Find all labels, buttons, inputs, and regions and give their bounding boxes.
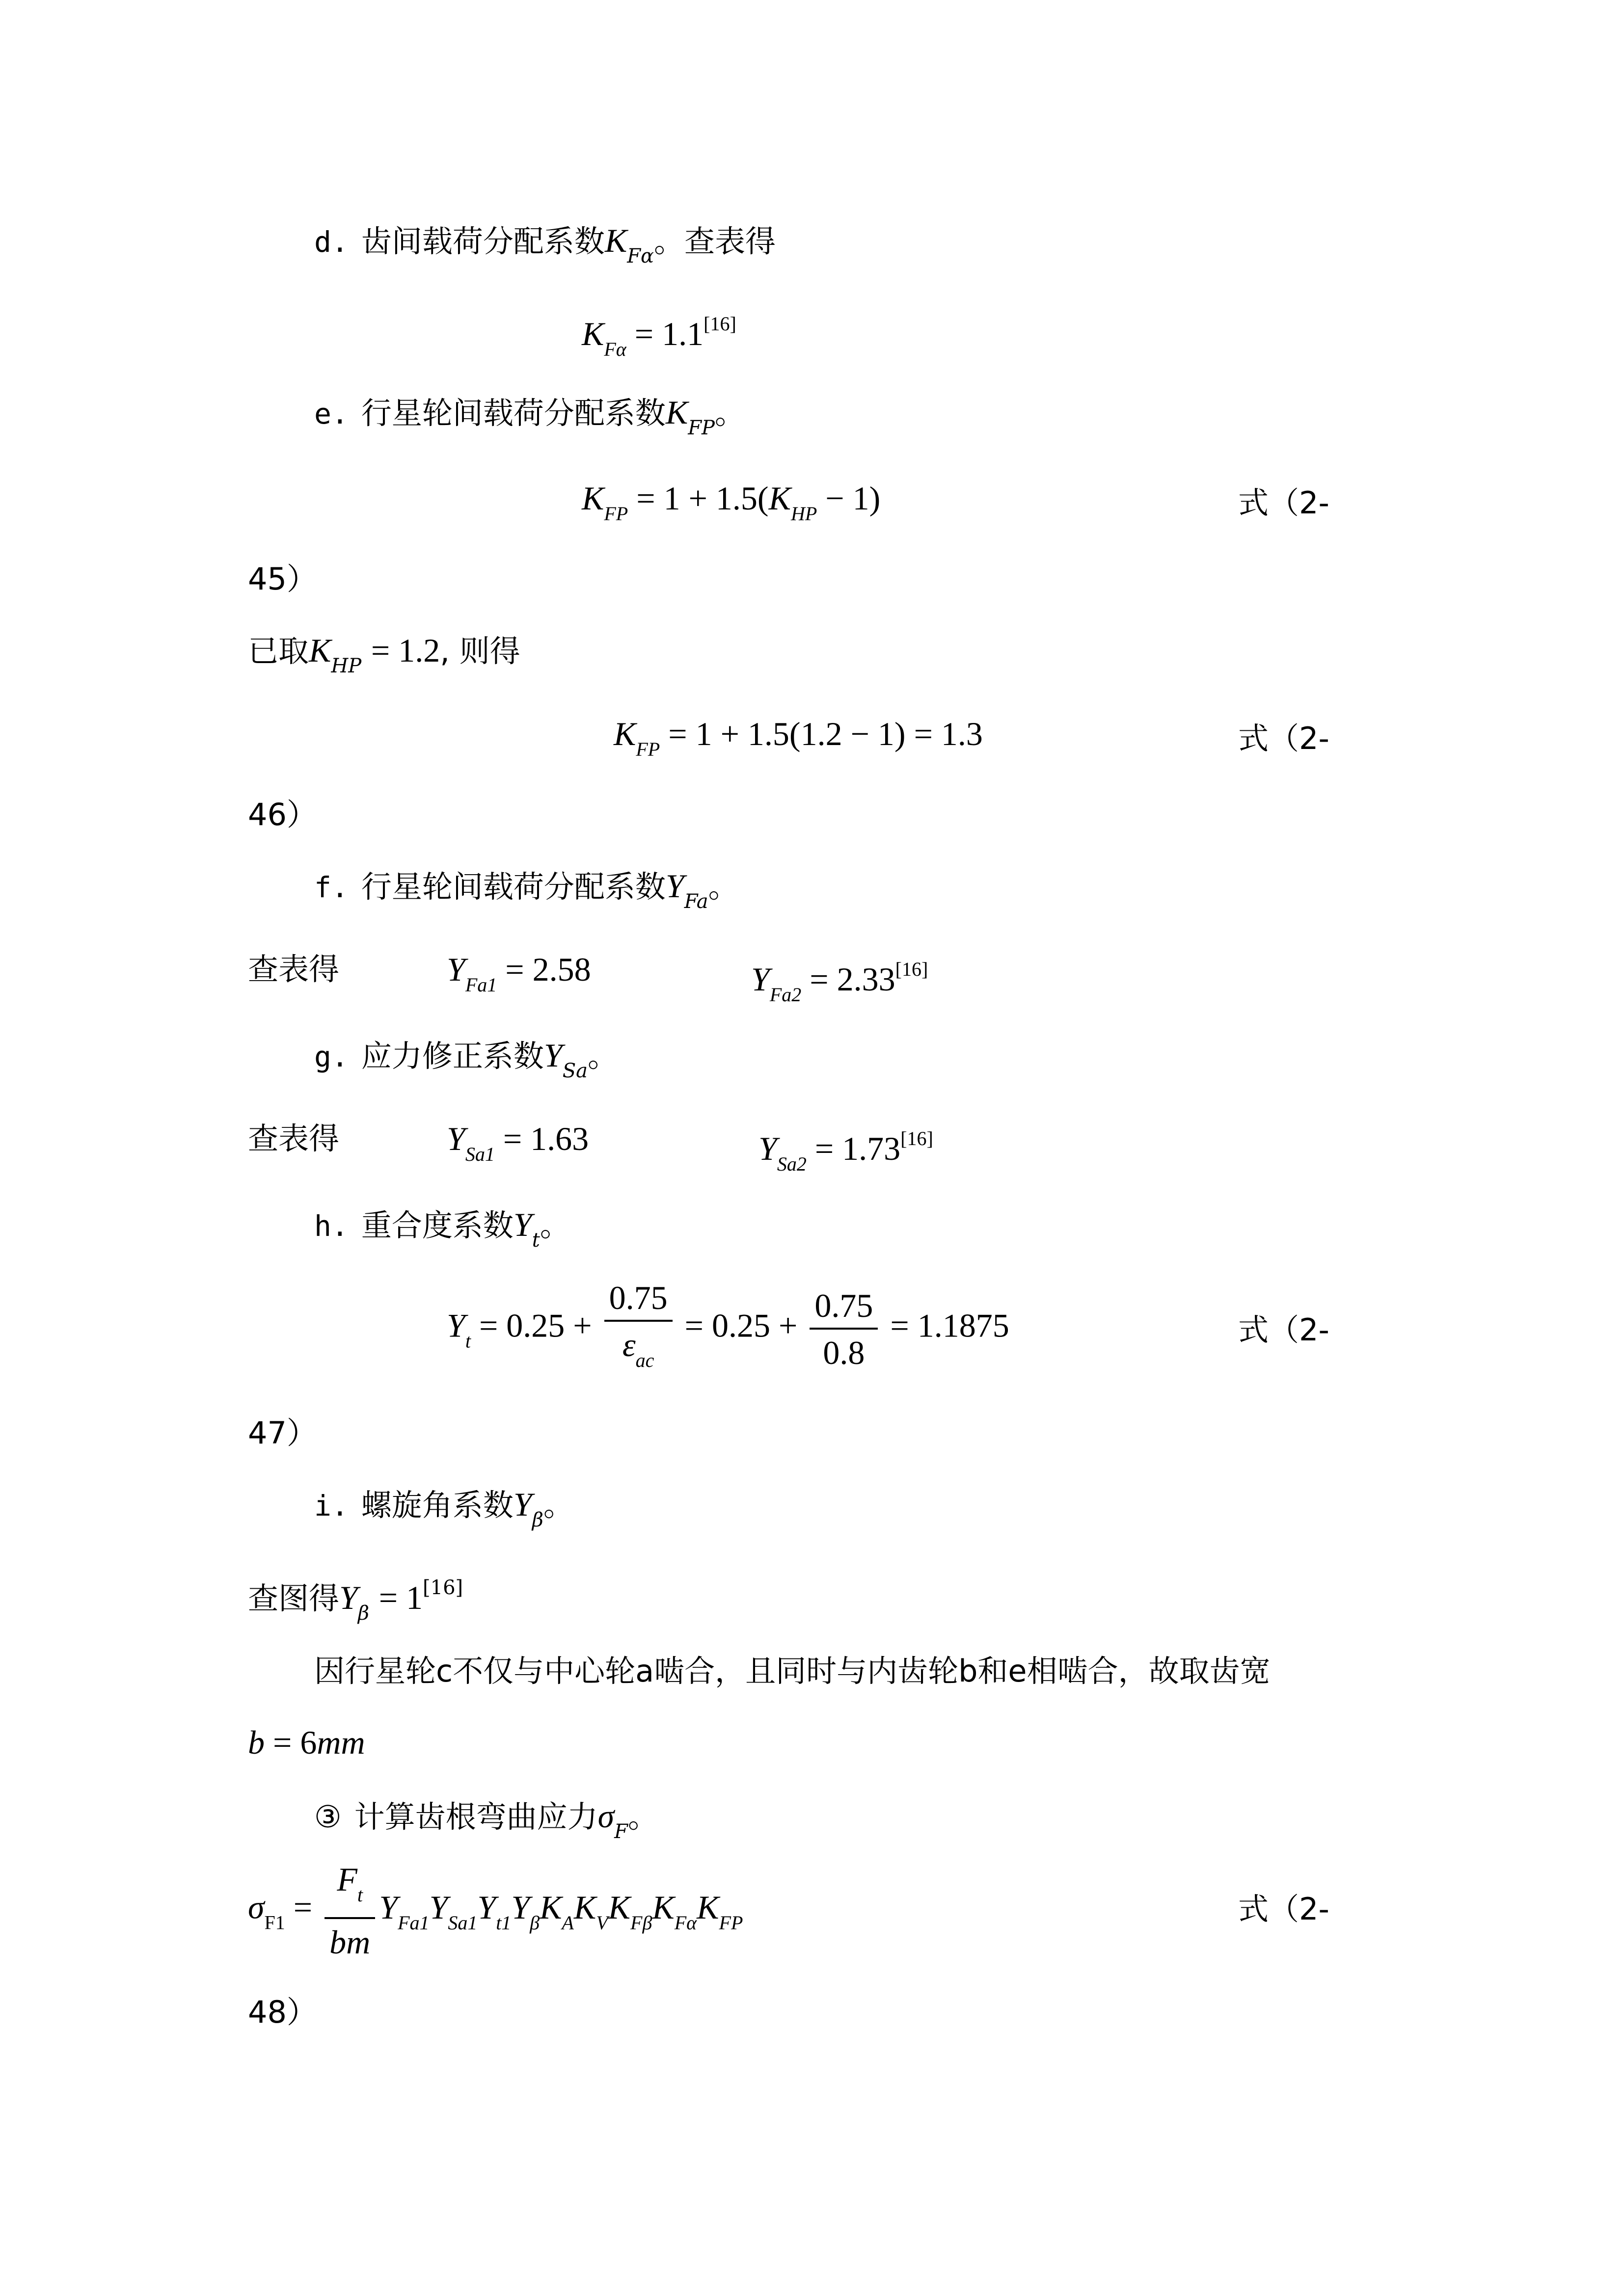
equation-value: = 1.73: [814, 1130, 901, 1167]
equation-part: =: [293, 1888, 313, 1926]
fraction: [604, 1279, 673, 1380]
equation-2-46: [614, 714, 983, 769]
math-subscript: FP: [604, 503, 628, 525]
math-subscript: β: [532, 1509, 543, 1531]
equation-tag-cont: 48）: [248, 1994, 317, 2030]
fraction-denominator: 0.8: [823, 1334, 865, 1371]
math-symbol: σ: [597, 1797, 615, 1835]
equation-yfa1: [447, 950, 591, 1005]
math-subscript: Sa2: [777, 1153, 807, 1175]
math-symbol: Y: [665, 867, 684, 905]
equation-part: = 1 + 1.5(1.2 − 1) = 1.3: [668, 715, 983, 752]
item-text: 螺旋角系数: [361, 1487, 514, 1523]
khp-line: [248, 631, 520, 686]
math-symbol: ε: [622, 1326, 636, 1363]
math-symbol: Y: [447, 1120, 465, 1157]
coefficient-symbol: Y: [429, 1888, 448, 1926]
equation-value: = 1.63: [503, 1120, 589, 1157]
i-lookup-line: [248, 1568, 463, 1633]
item-g-line: [314, 1036, 618, 1091]
math-subscript: FP: [636, 738, 660, 760]
item-i-line: [314, 1485, 574, 1540]
math-symbol: K: [582, 480, 604, 517]
math-subscript: Fα: [627, 245, 654, 267]
equation-tag: 式（2-: [1238, 485, 1329, 521]
math-symbol: K: [309, 632, 331, 669]
equation-b: [248, 1723, 365, 1762]
coefficient-subscript: β: [530, 1911, 540, 1934]
item-label: g.: [314, 1040, 349, 1073]
step-tail: 。: [627, 1799, 658, 1835]
coefficient-product: [379, 1888, 743, 1934]
coefficient-subscript: Fβ: [630, 1911, 652, 1934]
equation-tag-cont: 47）: [248, 1415, 317, 1451]
item-tail: 。: [708, 869, 739, 905]
math-symbol: Y: [543, 1037, 563, 1074]
item-tail: 。查表得: [653, 223, 776, 259]
math-symbol: Y: [339, 1579, 358, 1616]
item-label: f.: [314, 871, 349, 904]
equation-part: = 1.1875: [890, 1307, 1009, 1344]
equation-part: = 0.25 +: [684, 1307, 798, 1344]
fraction: [810, 1286, 878, 1372]
lookup-label: 查表得: [248, 1121, 340, 1156]
equation-tag: 式（2-: [1238, 721, 1329, 756]
math-symbol: Y: [447, 1307, 465, 1344]
coefficient-subscript: V: [596, 1911, 608, 1934]
item-text: 齿间载荷分配系数: [361, 223, 605, 259]
item-label: h.: [314, 1209, 349, 1243]
coefficient-symbol: K: [573, 1888, 596, 1926]
math-subscript: HP: [790, 503, 817, 525]
equation-yfa2: [751, 950, 928, 1015]
math-symbol: Y: [758, 1130, 777, 1167]
equation-part: − 1): [825, 480, 881, 517]
equation-2-47: [447, 1279, 1009, 1380]
math-symbol: K: [614, 715, 636, 752]
equation-tag-cont: 45）: [248, 561, 317, 597]
reference-mark: [16]: [900, 1127, 933, 1149]
coefficient-subscript: t1: [496, 1911, 512, 1934]
item-d-line: [314, 221, 776, 276]
math-subscript: F1: [264, 1911, 285, 1934]
unit: mm: [317, 1724, 365, 1761]
equation-value: = 2.33: [810, 961, 895, 998]
math-symbol: Y: [513, 1206, 532, 1243]
math-subscript: t: [357, 1884, 363, 1906]
math-subscript: Fa1: [465, 974, 497, 996]
equation-ysa2: [758, 1119, 933, 1184]
item-label: e.: [314, 397, 349, 430]
item-label: d.: [314, 225, 349, 259]
coefficient-symbol: K: [697, 1888, 719, 1926]
step-number: ③: [314, 1799, 342, 1835]
khp-tail: , 则得: [440, 633, 520, 669]
equation-part: = 0.25 +: [479, 1307, 592, 1344]
fraction-denominator: [604, 1322, 673, 1380]
coefficient-subscript: Fa1: [398, 1911, 430, 1934]
paragraph-text: 因行星轮c不仅与中心轮a啮合，且同时与内齿轮b和e相啮合，故取齿宽: [314, 1653, 1271, 1689]
equation-part: = 1 + 1.5(: [636, 480, 769, 517]
math-symbol: Y: [513, 1486, 532, 1523]
fraction: [325, 1860, 375, 1961]
khp-value: = 1.2: [371, 632, 440, 669]
f-lookup-line: [248, 950, 339, 989]
lookup-label: 查表得: [248, 951, 340, 987]
reference-mark: [16]: [895, 958, 928, 980]
math-subscript: Fa2: [769, 984, 802, 1006]
coefficient-subscript: Fα: [674, 1911, 697, 1934]
fraction-numerator: 0.75: [604, 1279, 673, 1322]
equation-tag: 式（2-: [1238, 1891, 1329, 1927]
math-subscript: Fα: [604, 338, 626, 360]
coefficient-symbol: K: [540, 1888, 562, 1926]
equation-tag-cont: 46）: [248, 797, 317, 832]
item-label: i.: [314, 1489, 349, 1522]
fraction-numerator: [325, 1860, 375, 1919]
item-f-line: [314, 866, 739, 921]
equation-kfa: [582, 304, 736, 369]
math-subscript: t: [532, 1229, 540, 1252]
coefficient-symbol: K: [652, 1888, 675, 1926]
coefficient-symbol: Y: [511, 1888, 530, 1926]
math-subscript: HP: [331, 655, 362, 677]
equation-ysa1: [447, 1119, 589, 1174]
item-text: 行星轮间载荷分配系数: [361, 395, 666, 431]
step-text: 计算齿根弯曲应力: [354, 1799, 598, 1835]
math-subscript: Fa: [684, 890, 708, 913]
math-subscript: FP: [688, 417, 715, 439]
math-subscript: β: [357, 1602, 369, 1625]
math-subscript: t: [465, 1330, 471, 1352]
fraction-denominator: bm: [329, 1923, 371, 1961]
math-symbol: σ: [248, 1888, 265, 1926]
math-symbol: F: [337, 1861, 357, 1898]
equation-value: = 1.1: [634, 315, 704, 352]
coefficient-symbol: K: [608, 1888, 631, 1926]
coefficient-symbol: Y: [379, 1888, 398, 1926]
item-text: 行星轮间载荷分配系数: [361, 869, 666, 905]
equation-2-45: [582, 479, 880, 534]
lookup-label: 查图得: [248, 1580, 340, 1616]
item-tail: 。: [714, 395, 745, 431]
math-subscript: Sa: [562, 1060, 588, 1082]
item-text: 重合度系数: [361, 1207, 514, 1243]
math-symbol: K: [604, 222, 627, 259]
math-subscript: ac: [635, 1349, 654, 1371]
math-symbol: K: [665, 394, 688, 431]
math-subscript: F: [614, 1820, 628, 1843]
item-e-line: [314, 393, 745, 448]
coefficient-subscript: Sa1: [448, 1911, 478, 1934]
reference-mark: [16]: [423, 1576, 463, 1599]
item-h-line: [314, 1205, 570, 1260]
equation-2-48: [248, 1860, 743, 1961]
math-symbol: K: [582, 315, 604, 352]
khp-prefix: 已取: [248, 633, 309, 669]
equation-value: = 2.58: [505, 951, 591, 988]
item-tail: 。: [543, 1487, 574, 1523]
math-symbol: K: [768, 480, 791, 517]
math-symbol: Y: [447, 951, 465, 988]
coefficient-subscript: A: [562, 1911, 574, 1934]
coefficient-symbol: Y: [477, 1888, 496, 1926]
equation-value: = 6: [273, 1724, 317, 1761]
item-tail: 。: [587, 1038, 618, 1074]
equation-value: = 1: [379, 1579, 423, 1616]
math-symbol: Y: [751, 961, 770, 998]
equation-tag: 式（2-: [1238, 1312, 1329, 1348]
math-subscript: Sa1: [465, 1143, 495, 1165]
reference-mark: [16]: [704, 313, 736, 335]
item-tail: 。: [540, 1207, 570, 1243]
g-lookup-line: [248, 1119, 339, 1158]
item-text: 应力修正系数: [361, 1038, 544, 1074]
coefficient-subscript: FP: [719, 1911, 743, 1934]
fraction-numerator: 0.75: [810, 1286, 878, 1330]
step-3-line: [314, 1796, 658, 1851]
math-symbol: b: [248, 1724, 265, 1761]
